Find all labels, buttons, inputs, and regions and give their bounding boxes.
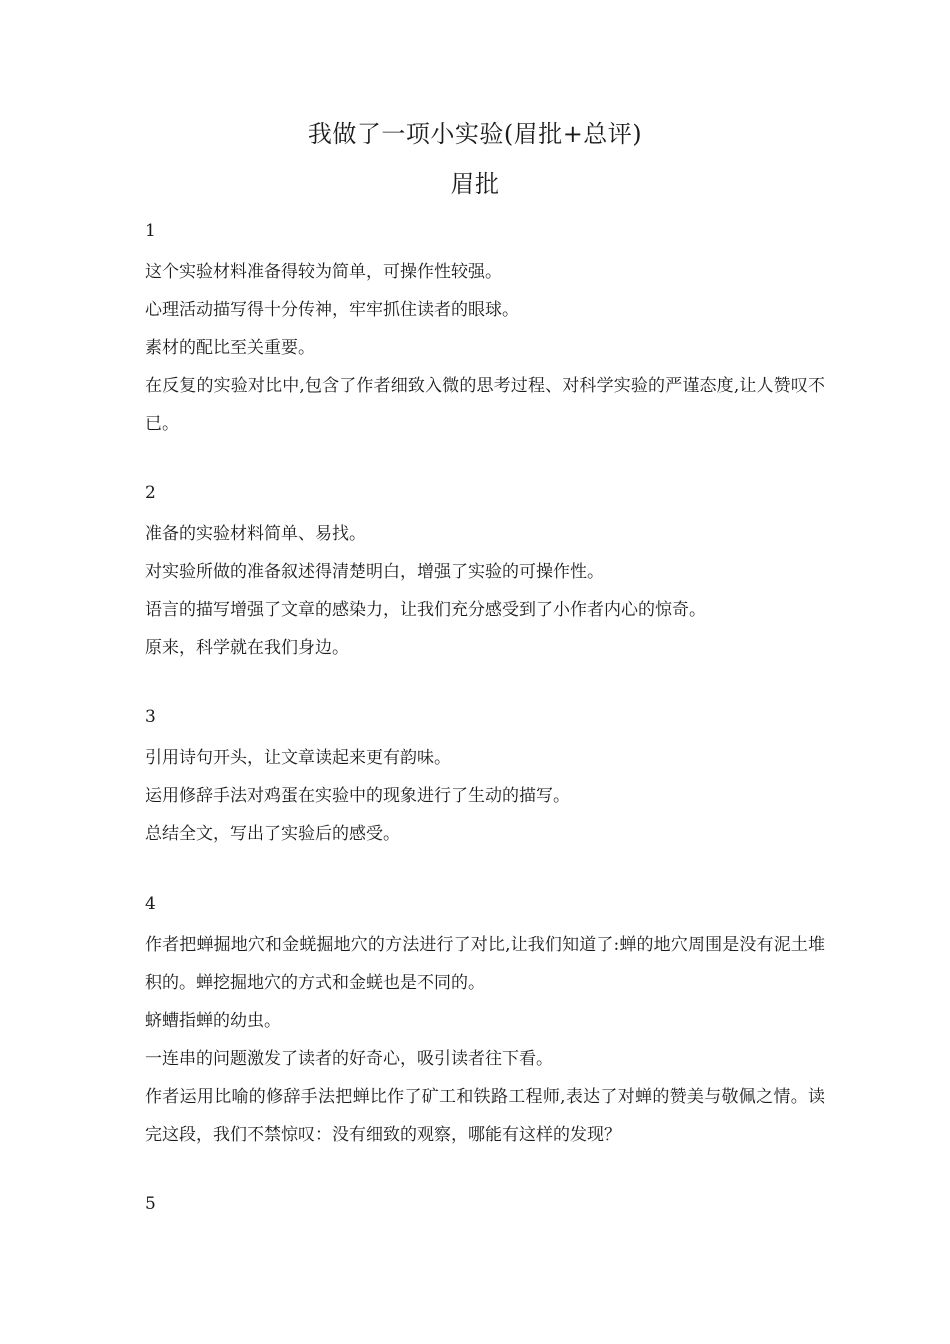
comment-line: 素材的配比至关重要。 [145,338,315,358]
comment-section-4 [145,890,825,1154]
comment-line: 在反复的实验对比中,包含了作者细致入微的思考过程、对科学实验的严谨态度,让人赞叹不已。 [145,376,825,434]
comment-line: 运用修辞手法对鸡蛋在实验中的现象进行了生动的描写。 [145,786,570,806]
section-number: 1 [145,221,156,241]
comment-line: 总结全文，写出了实验后的感受。 [145,824,400,844]
section-number: 2 [145,483,156,503]
comment-section-1 [145,217,825,443]
comment-line: 对实验所做的准备叙述得清楚明白，增强了实验的可操作性。 [145,562,604,582]
comment-line: 作者运用比喻的修辞手法把蝉比作了矿工和铁路工程师,表达了对蝉的赞美与敬佩之情。读完这段，我们不禁惊叹：没有细致的观察，哪能有这样的发现？ [145,1087,825,1145]
comment-line: 准备的实验材料简单、易找。 [145,524,366,544]
comment-line: 作者把蝉掘地穴和金蜣掘地穴的方法进行了对比,让我们知道了:蝉的地穴周围是没有泥土堆积的。蝉挖掘地穴的方式和金蜣也是不同的。 [145,935,825,993]
comment-line: 这个实验材料准备得较为简单，可操作性较强。 [145,262,502,282]
comment-line: 原来，科学就在我们身边。 [145,638,349,658]
section-number: 4 [145,894,156,914]
comment-section-3 [145,703,825,853]
comment-line: 一连串的问题激发了读者的好奇心，吸引读者往下看。 [145,1049,553,1069]
document-subtitle: 眉批 [450,170,500,198]
comment-line: 引用诗句开头，让文章读起来更有韵味。 [145,748,451,768]
comment-line: 蛴螬指蝉的幼虫。 [145,1011,281,1031]
section-number: 3 [145,707,156,727]
document-title: 我做了一项小实验(眉批+总评) [307,120,643,148]
comment-line: 心理活动描写得十分传神，牢牢抓住读者的眼球。 [145,300,519,320]
comment-section-2 [145,479,825,667]
comment-section-5 [145,1190,825,1226]
comment-line: 语言的描写增强了文章的感染力，让我们充分感受到了小作者内心的惊奇。 [145,600,706,620]
section-number: 5 [145,1194,156,1214]
